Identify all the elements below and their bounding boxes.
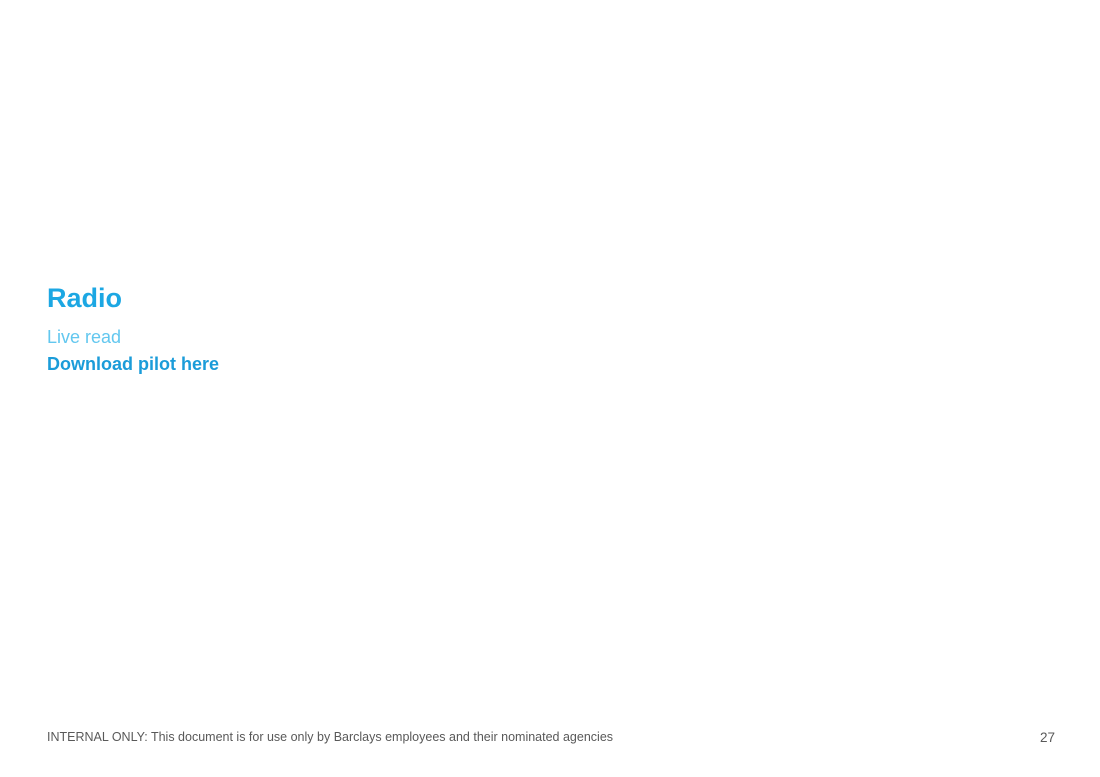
footer-disclaimer: INTERNAL ONLY: This document is for use only by Barclays employees and their nominated agencies [47,730,614,744]
page-title: Radio [47,283,123,313]
page-number: 27 [1039,730,1055,745]
download-pilot-link[interactable]: Download pilot here [47,354,220,374]
subtitle-live-read: Live read [47,327,122,347]
